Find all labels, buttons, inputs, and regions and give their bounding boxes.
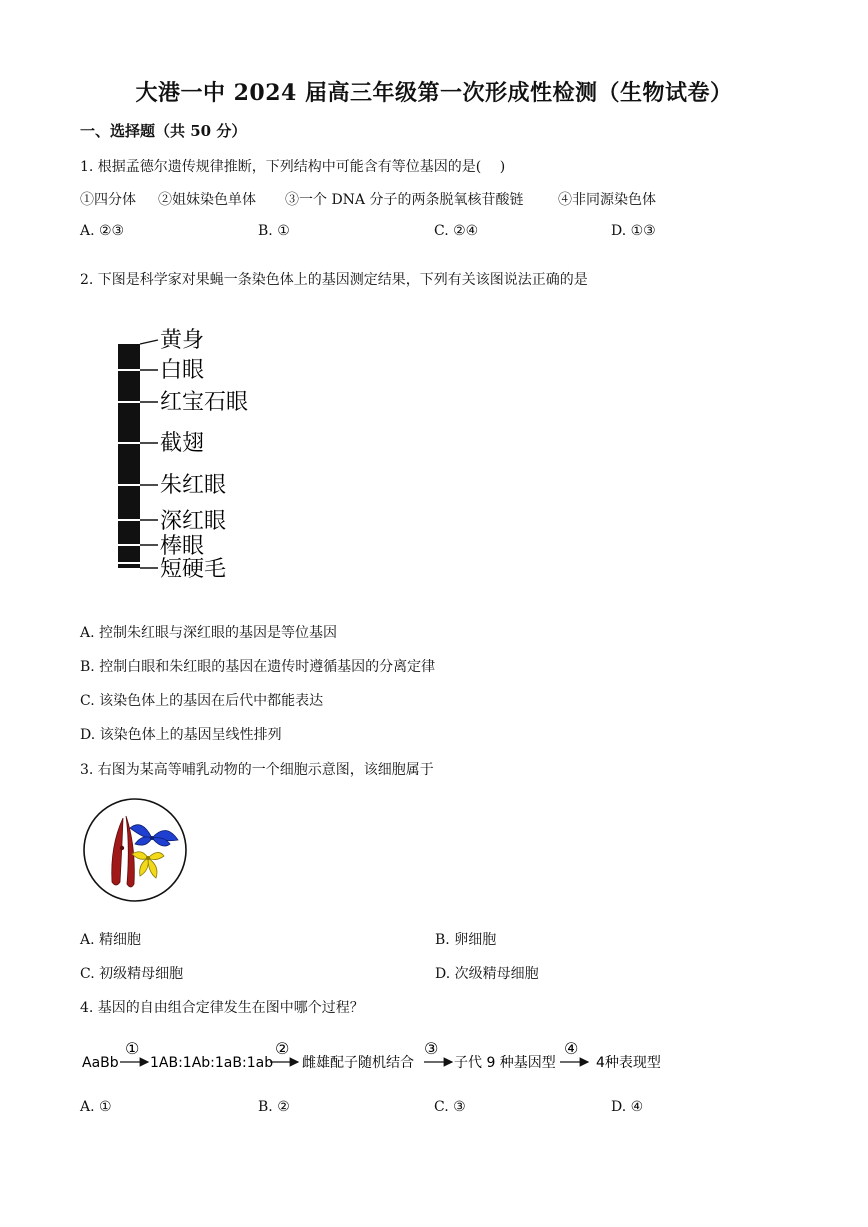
gene-label-1: 黄身 — [160, 328, 205, 353]
flow-step-4: 4种表现型 — [596, 1055, 661, 1071]
gene-label-6: 深红眼 — [160, 509, 227, 534]
q1-item-3: ③一个 DNA 分子的两条脱氧核苷酸链 — [285, 192, 524, 208]
chromosome-gene-map — [110, 320, 280, 585]
q1-option-c[interactable]: C. ②④ — [434, 223, 479, 239]
q1-option-b[interactable]: B. ① — [258, 223, 290, 239]
flow-step-3: 子代 9 种基因型 — [454, 1055, 556, 1071]
gene-label-3: 红宝石眼 — [160, 390, 249, 415]
gene-label-8: 短硬毛 — [160, 557, 227, 582]
q3-option-a[interactable]: A. 精细胞 — [80, 932, 142, 948]
q2-stem: 2. 下图是科学家对果蝇一条染色体上的基因测定结果，下列有关该图说法正确的是 — [80, 272, 588, 288]
gene-label-2: 白眼 — [160, 358, 205, 383]
q3-stem: 3. 右图为某高等哺乳动物的一个细胞示意图，该细胞属于 — [80, 762, 434, 778]
process-flow-diagram — [80, 1036, 680, 1080]
flow-step-1: 1AB:1Ab:1aB:1ab — [150, 1055, 274, 1071]
gene-label-7: 棒眼 — [160, 534, 205, 559]
page-title: 大港一中 2024 届高三年级第一次形成性检测（生物试卷） — [135, 80, 733, 106]
q2-option-d[interactable]: D. 该染色体上的基因呈线性排列 — [80, 727, 282, 743]
q1-option-d[interactable]: D. ①③ — [611, 223, 656, 239]
chromosome-bar — [118, 344, 140, 568]
section-heading: 一、选择题（共 50 分） — [80, 122, 247, 140]
gene-label-5: 朱红眼 — [160, 473, 227, 498]
q1-item-2: ②姐妹染色单体 — [158, 192, 256, 208]
q2-option-a[interactable]: A. 控制朱红眼与深红眼的基因是等位基因 — [80, 625, 338, 641]
flow-arrow-4-label: ④ — [564, 1039, 579, 1058]
q3-option-b[interactable]: B. 卵细胞 — [435, 932, 497, 948]
gene-leader-lines — [140, 340, 158, 568]
flow-step-2: 雌雄配子随机结合 — [302, 1055, 414, 1071]
q1-option-a[interactable]: A. ②③ — [80, 223, 125, 239]
q3-option-c[interactable]: C. 初级精母细胞 — [80, 966, 184, 982]
q4-option-d[interactable]: D. ④ — [611, 1099, 644, 1115]
cell-diagram — [80, 796, 192, 904]
q1-stem: 1. 根据孟德尔遗传规律推断，下列结构中可能含有等位基因的是( ) — [80, 159, 506, 175]
q2-option-b[interactable]: B. 控制白眼和朱红眼的基因在遗传时遵循基因的分离定律 — [80, 659, 436, 675]
flow-arrow-1-label: ① — [125, 1039, 140, 1058]
flow-arrow-3-label: ③ — [424, 1039, 439, 1058]
gene-label-4: 截翅 — [160, 431, 205, 456]
q3-option-d[interactable]: D. 次级精母细胞 — [435, 966, 539, 982]
q4-option-a[interactable]: A. ① — [80, 1099, 112, 1115]
q4-option-b[interactable]: B. ② — [258, 1099, 290, 1115]
q4-option-c[interactable]: C. ③ — [434, 1099, 466, 1115]
q1-item-1: ①四分体 — [80, 192, 136, 208]
q2-option-c[interactable]: C. 该染色体上的基因在后代中都能表达 — [80, 693, 324, 709]
q1-item-4: ④非同源染色体 — [558, 192, 656, 208]
cell-membrane — [84, 799, 186, 901]
q4-stem: 4. 基因的自由组合定律发生在图中哪个过程？ — [80, 1000, 364, 1016]
flow-arrow-2-label: ② — [275, 1039, 290, 1058]
flow-start: AaBb — [82, 1055, 119, 1071]
